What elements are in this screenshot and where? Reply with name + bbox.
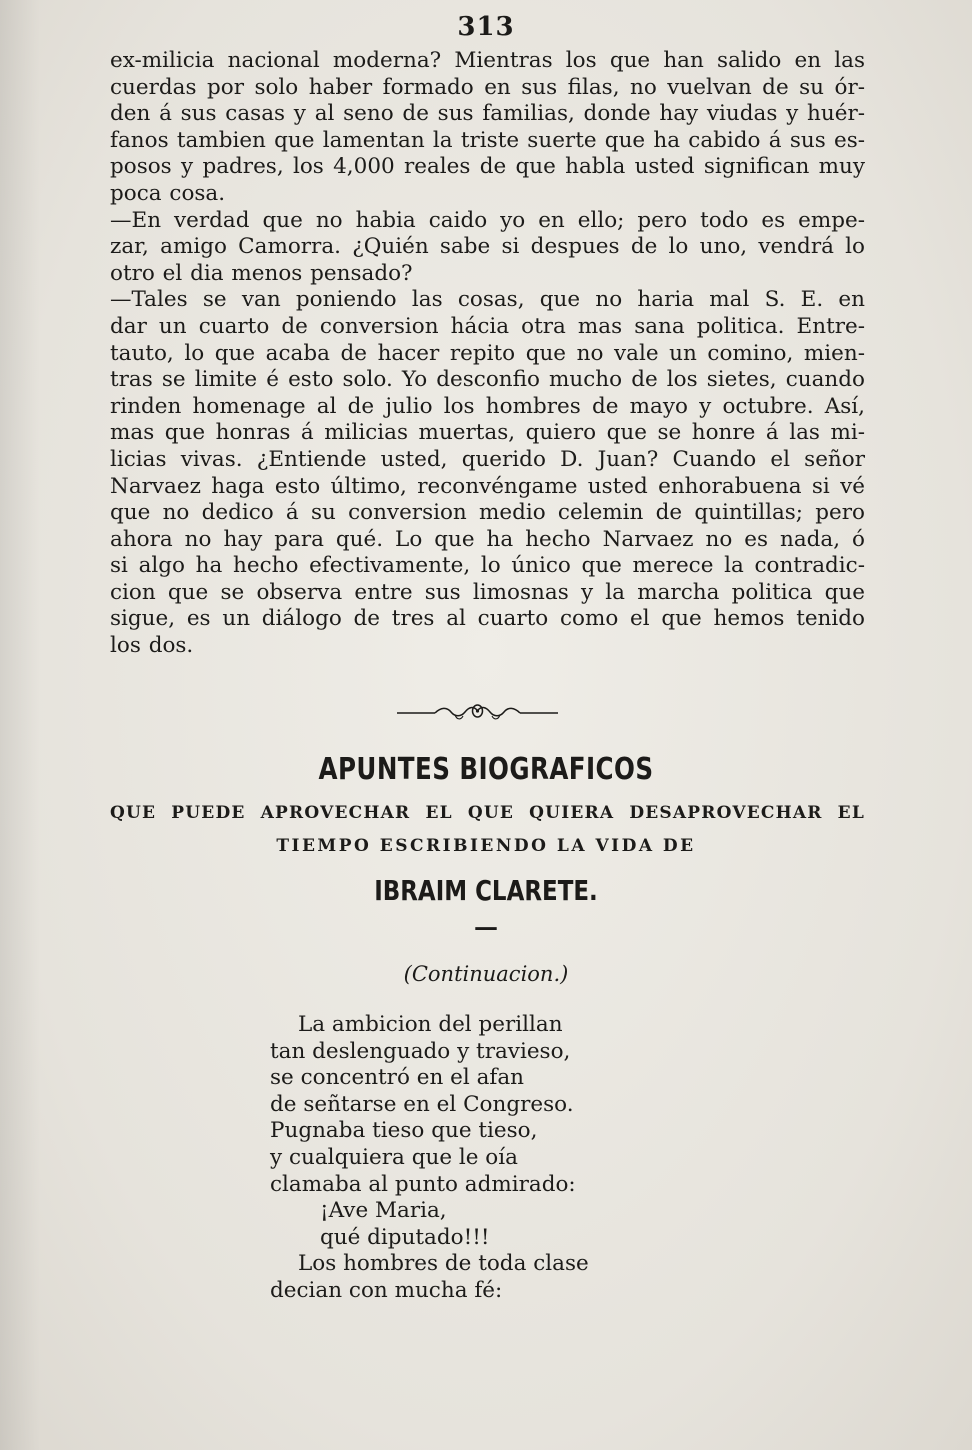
ornament-divider-icon bbox=[395, 700, 560, 724]
body-line: —En verdad que no habia caido yo en ello; pero todo es empe- bbox=[110, 207, 865, 233]
body-line: —Tales se van poniendo las cosas, que no haria mal S. E. en bbox=[110, 287, 865, 313]
body-line: ex-milicia nacional moderna? Mientras los que han salido en las bbox=[110, 48, 865, 73]
body-line: den á sus casas y al seno de sus familias, donde hay viudas y huér- bbox=[110, 101, 865, 127]
body-line: rinden homenage al de julio los hombres de mayo y octubre. Así, bbox=[110, 393, 865, 419]
body-line: tras se limite é esto solo. Yo desconfio mucho de los sietes, cuando bbox=[110, 367, 865, 393]
body-text bbox=[110, 48, 865, 660]
poem-verse: y cualquiera que le oía bbox=[270, 1144, 518, 1170]
binding-shadow bbox=[0, 0, 40, 1450]
body-line: los dos. bbox=[110, 633, 194, 659]
section-title: APUNTES BIOGRAFICOS bbox=[318, 752, 654, 787]
body-line: tauto, lo que acaba de hacer repito que no vale un comino, mien- bbox=[110, 340, 865, 366]
continuation-label: (Continuacion.) bbox=[403, 962, 569, 986]
poem-verse: Los hombres de toda clase bbox=[298, 1251, 589, 1277]
body-line: mas que honras á milicias muertas, quiero que se honre á las mi- bbox=[110, 420, 865, 446]
poem-verse: tan deslenguado y travieso, bbox=[270, 1038, 571, 1064]
poem-verse: qué diputado!!! bbox=[320, 1224, 490, 1250]
poem-verse: La ambicion del perillan bbox=[298, 1012, 563, 1037]
body-line: zar, amigo Camorra. ¿Quién sabe si despues de lo uno, vendrá lo bbox=[110, 234, 865, 260]
body-line: dar un cuarto de conversion hácia otra mas sana politica. Entre- bbox=[110, 313, 865, 339]
body-line: poca cosa. bbox=[110, 180, 226, 206]
section-subtitle-line2: TIEMPO ESCRIBIENDO LA VIDA DE bbox=[276, 836, 696, 856]
poem-verse: Pugnaba tieso que tieso, bbox=[270, 1118, 538, 1144]
body-line: sigue, es un diálogo de tres al cuarto como el que hemos tenido bbox=[110, 606, 865, 632]
poem-verse: decian con mucha fé: bbox=[270, 1277, 503, 1303]
poem-verse: de señtarse en el Congreso. bbox=[270, 1091, 574, 1117]
page-number: 313 bbox=[457, 12, 515, 42]
poem-verse: clamaba al punto admirado: bbox=[270, 1171, 576, 1197]
body-line: ahora no hay para qué. Lo que ha hecho Narvaez no es nada, ó bbox=[110, 526, 865, 552]
poem-verse: ¡Ave Maria, bbox=[320, 1198, 447, 1224]
body-line: Narvaez haga esto último, reconvéngame usted enhorabuena si vé bbox=[110, 473, 865, 499]
body-line: si algo ha hecho efectivamente, lo único que merece la contradic- bbox=[110, 553, 865, 579]
body-line: que no dedico á su conversion medio celemin de quintillas; pero bbox=[110, 500, 865, 526]
body-line: fanos tambien que lamentan la triste suerte que ha cabido á sus es- bbox=[110, 127, 865, 153]
poem-verse: se concentró en el afan bbox=[270, 1065, 525, 1091]
body-line: cuerdas por solo haber formado en sus filas, no vuelvan de su ór- bbox=[110, 74, 865, 100]
subject-name: IBRAIM CLARETE. bbox=[374, 874, 598, 907]
section-subtitle-line1: QUE PUEDE APROVECHAR EL QUE QUIERA DESAPROVECHAR EL bbox=[110, 803, 865, 823]
title-dash: — bbox=[474, 912, 498, 941]
body-line: cion que se observa entre sus limosnas y la marcha politica que bbox=[110, 579, 865, 605]
body-line: otro el dia menos pensado? bbox=[110, 260, 413, 286]
body-line: posos y padres, los 4,000 reales de que habla usted significan muy bbox=[110, 154, 865, 180]
poem bbox=[270, 1012, 770, 1305]
body-line: licias vivas. ¿Entiende usted, querido D. Juan? Cuando el señor bbox=[110, 446, 865, 472]
